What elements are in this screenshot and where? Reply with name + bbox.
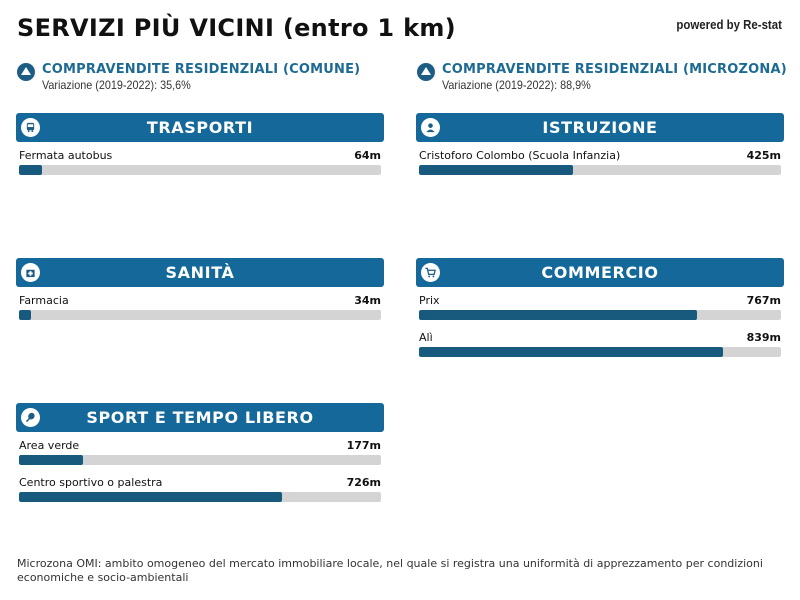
distance-bar-fill bbox=[419, 165, 573, 175]
distance-bar-track bbox=[419, 347, 781, 357]
item-name: Farmacia bbox=[19, 294, 69, 307]
item-name: Prix bbox=[419, 294, 440, 307]
section-istruzione bbox=[416, 113, 784, 162]
section-title: SPORT E TEMPO LIBERO bbox=[86, 408, 314, 427]
section-header bbox=[16, 403, 384, 432]
section-header bbox=[416, 258, 784, 287]
item-distance: 177m bbox=[346, 439, 381, 452]
distance-bar-fill bbox=[19, 165, 42, 175]
section-sport bbox=[16, 403, 384, 489]
item-distance: 425m bbox=[746, 149, 781, 162]
distance-bar-track bbox=[19, 455, 381, 465]
section-header bbox=[416, 113, 784, 142]
page-title: SERVIZI PIÙ VICINI (entro 1 km) bbox=[17, 14, 456, 42]
distance-bar-fill bbox=[19, 310, 31, 320]
section-title: COMMERCIO bbox=[541, 263, 659, 282]
section-commercio bbox=[416, 258, 784, 344]
footnote: Microzona OMI: ambito omogeneo del mercato immobiliare locale, nel quale si registra una uniformità di apprezzamento per condizioni economiche e socio-ambientali bbox=[17, 557, 763, 584]
section-header bbox=[16, 113, 384, 142]
item-distance: 767m bbox=[746, 294, 781, 307]
stat-subtitle: Variazione (2019-2022): 88,9% bbox=[442, 78, 591, 92]
distance-bar-fill bbox=[419, 310, 697, 320]
distance-bar-track bbox=[19, 310, 381, 320]
section-trasporti bbox=[16, 113, 384, 162]
triangle-up-icon bbox=[417, 63, 435, 81]
distance-bar-fill bbox=[19, 492, 282, 502]
stat-title: COMPRAVENDITE RESIDENZIALI (COMUNE) bbox=[42, 62, 361, 77]
item-name: Fermata autobus bbox=[19, 149, 113, 162]
item-distance: 839m bbox=[746, 331, 781, 344]
section-title: TRASPORTI bbox=[146, 118, 254, 137]
item-name: Centro sportivo o palestra bbox=[19, 476, 163, 489]
distance-bar-track bbox=[419, 310, 781, 320]
distance-bar-fill bbox=[19, 455, 83, 465]
item-name: Cristoforo Colombo (Scuola Infanzia) bbox=[419, 149, 621, 162]
triangle-up-icon bbox=[17, 63, 35, 81]
item-name: Alì bbox=[419, 331, 433, 344]
section-title: ISTRUZIONE bbox=[542, 118, 658, 137]
section-sanita bbox=[16, 258, 384, 307]
stat-title: COMPRAVENDITE RESIDENZIALI (MICROZONA) bbox=[442, 62, 787, 77]
section-header bbox=[16, 258, 384, 287]
distance-bar-track bbox=[19, 492, 381, 502]
item-name: Area verde bbox=[19, 439, 80, 452]
distance-bar-track bbox=[419, 165, 781, 175]
stat-subtitle: Variazione (2019-2022): 35,6% bbox=[42, 78, 191, 92]
item-distance: 64m bbox=[354, 149, 381, 162]
item-distance: 34m bbox=[354, 294, 381, 307]
section-title: SANITÀ bbox=[165, 263, 235, 282]
powered-by-label: powered by Re-stat bbox=[676, 17, 782, 32]
distance-bar-track bbox=[19, 165, 381, 175]
distance-bar-fill bbox=[419, 347, 723, 357]
item-distance: 726m bbox=[346, 476, 381, 489]
